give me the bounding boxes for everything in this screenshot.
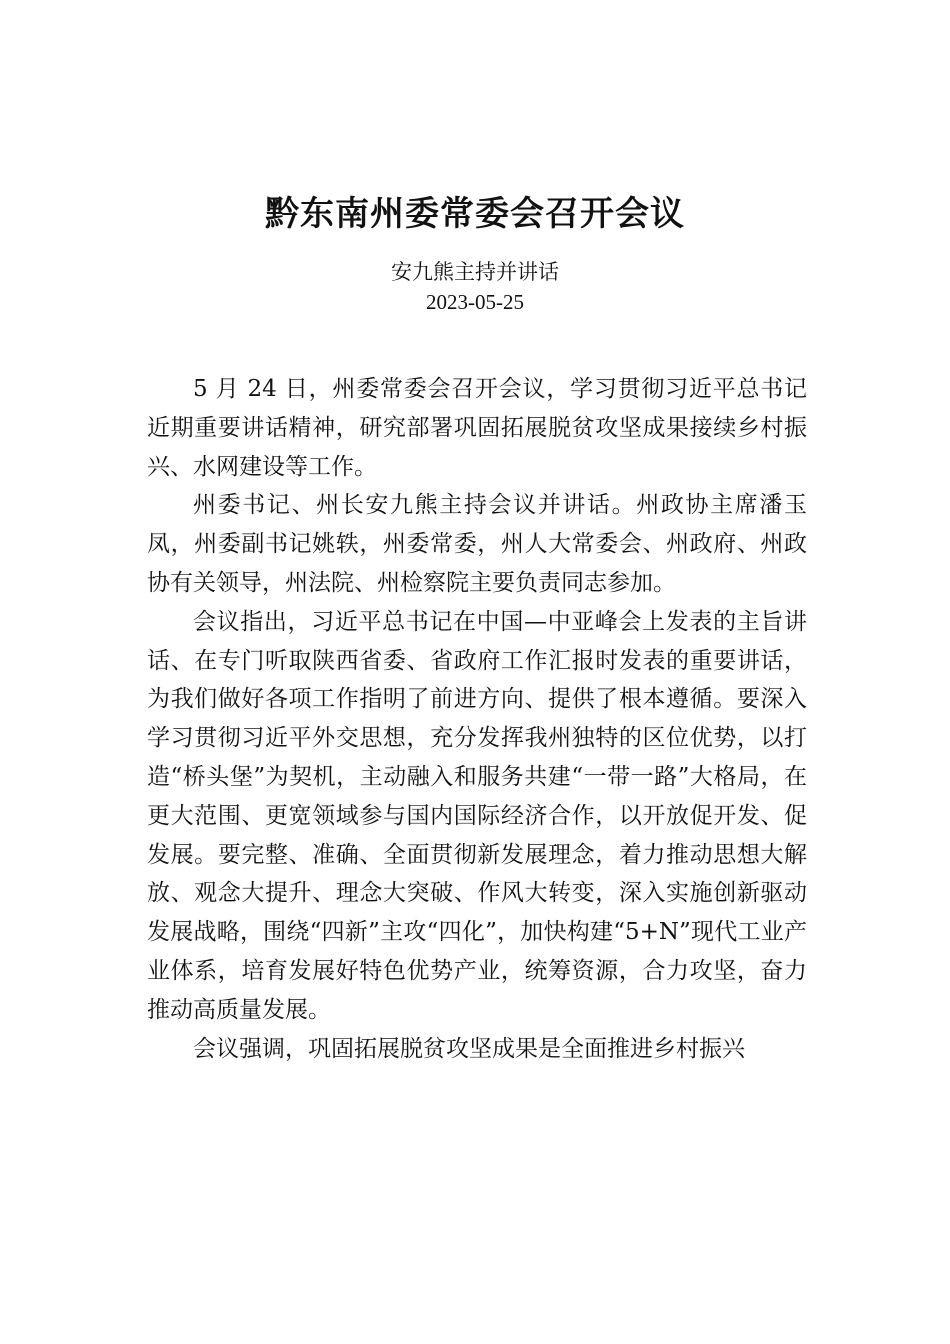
paragraph: 州委书记、州长安九熊主持会议并讲话。州政协主席潘玉凤，州委副书记姚轶，州委常委，州人大常委会、州政府、州政协有关领导，州法院、州检察院主要负责同志参加。 (147, 492, 807, 596)
paragraph: 会议指出，习近平总书记在中国—中亚峰会上发表的主旨讲话、在专门听取陕西省委、省政府工作汇报时发表的重要讲话，为我们做好各项工作指明了前进方向、提供了根本遵循。要深入学习贯彻习近平外交思想，充分发挥我州独特的区位优势，以打造“桥头堡”为契机，主动融入和服务共建“一带一路”大格局，在更大范围、更宽领域参与国内国际经济合作，以开放促开发、促发展。要完整、准确、全面贯彻新发展理念，着力推动思想大解放、观念大提升、理念大突破、作风大转变，深入实施创新驱动发展战略，围绕“四新”主攻“四化”，加快构建“5+N”现代工业产业体系，培育发展好特色优势产业，统筹资源，合力攻坚，奋力推动高质量发展。 (147, 608, 807, 1023)
document-subtitle: 安九熊主持并讲话 (391, 260, 559, 284)
document-title: 黔东南州委常委会召开会议 (265, 194, 685, 234)
paragraph: 会议强调，巩固拓展脱贫攻坚成果是全面推进乡村振兴 (193, 1035, 745, 1062)
paragraph: 5 月 24 日，州委常委会召开会议，学习贯彻习近平总书记近期重要讲话精神，研究部署巩固拓展脱贫攻坚成果接续乡村振兴、水网建设等工作。 (147, 376, 807, 480)
article-body (147, 370, 807, 1068)
document-date: 2023-05-25 (426, 290, 524, 314)
